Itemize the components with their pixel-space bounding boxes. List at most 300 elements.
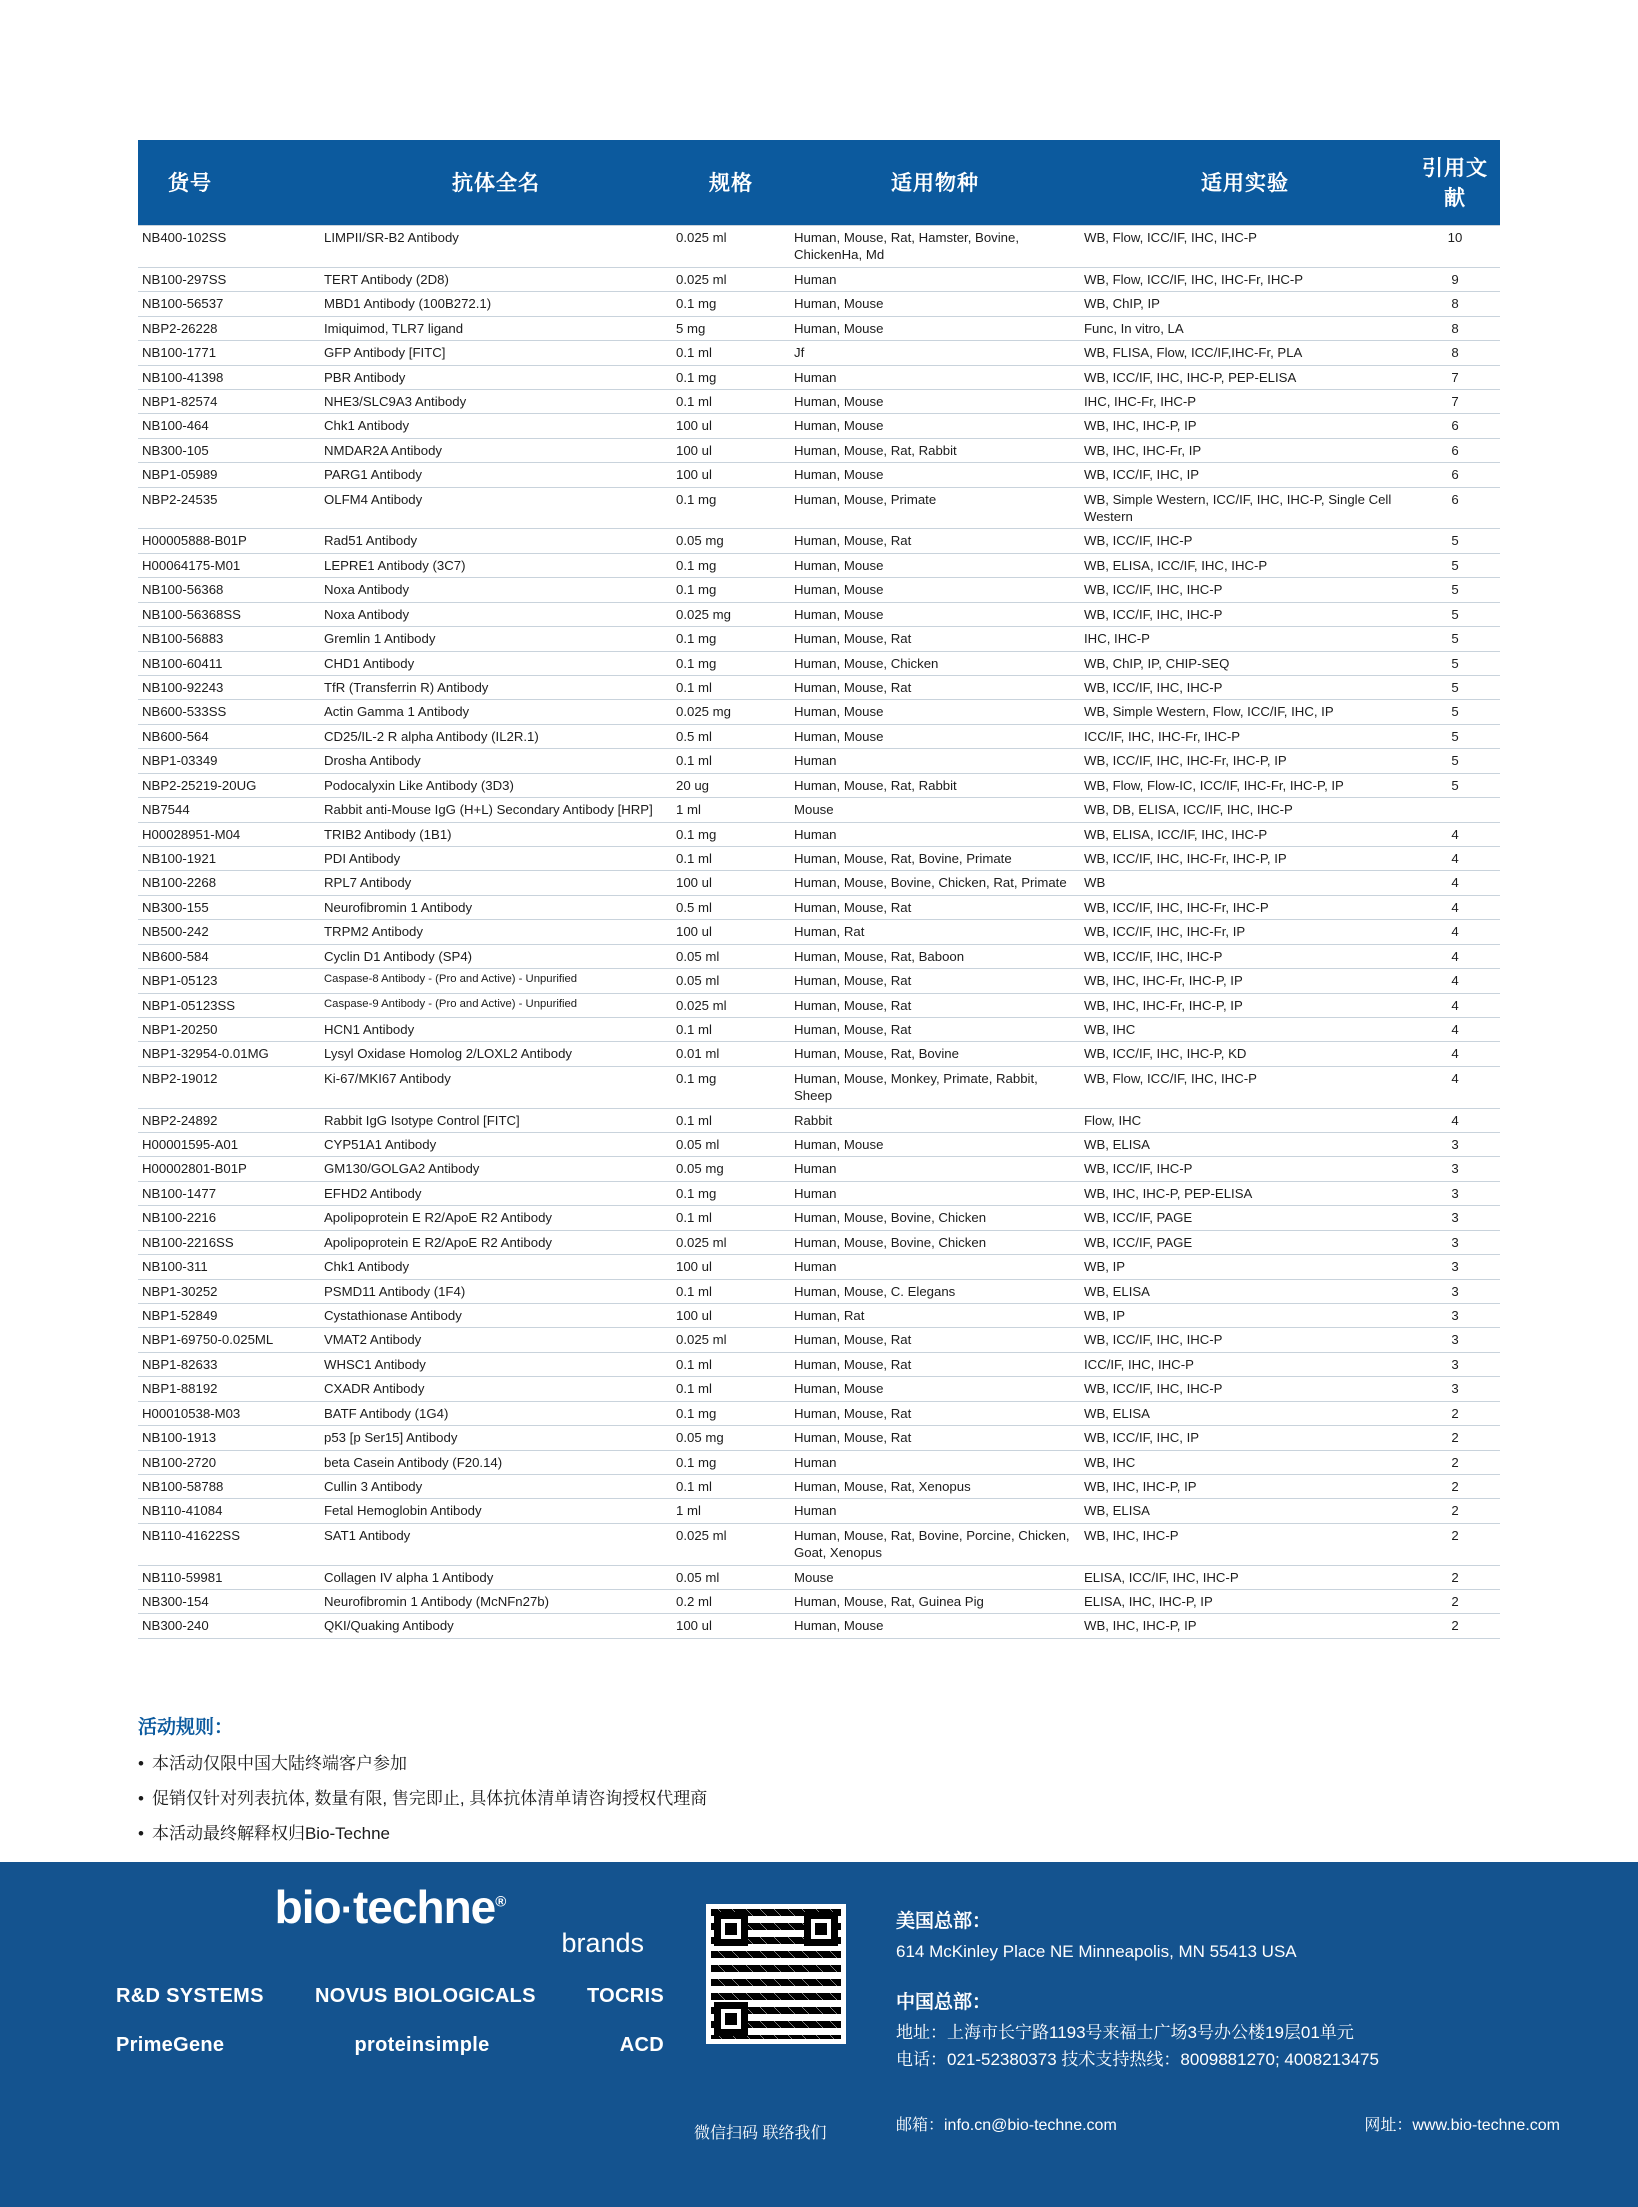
cell-size: 100 ul bbox=[672, 414, 790, 438]
bullet-icon: • bbox=[138, 1789, 144, 1809]
cell-species: Human, Mouse, Rat, Hamster, Bovine, ChickenHa, Md bbox=[790, 226, 1080, 268]
table-row bbox=[138, 389, 1500, 413]
cell-species: Human, Mouse bbox=[790, 414, 1080, 438]
table-row bbox=[138, 798, 1500, 822]
cell-antibody-name: Caspase-9 Antibody - (Pro and Active) - Unpurified bbox=[320, 993, 672, 1017]
cell-species: Human, Mouse, Rat bbox=[790, 895, 1080, 919]
cell-applications: WB, ICC/IF, IHC, IHC-Fr, IHC-P, IP bbox=[1080, 846, 1410, 870]
cell-catalog-number: NBP2-25219-20UG bbox=[138, 773, 320, 797]
cell-catalog-number: NB110-41622SS bbox=[138, 1523, 320, 1565]
table-row bbox=[138, 871, 1500, 895]
cell-applications: ELISA, IHC, IHC-P, IP bbox=[1080, 1590, 1410, 1614]
cell-antibody-name: BATF Antibody (1G4) bbox=[320, 1401, 672, 1425]
table-row bbox=[138, 1377, 1500, 1401]
table-row bbox=[138, 1614, 1500, 1638]
cell-applications: WB, ICC/IF, IHC, IP bbox=[1080, 1426, 1410, 1450]
brand-rnd-systems: R&D SYSTEMS bbox=[116, 1985, 264, 2007]
qr-corner-bl bbox=[714, 2002, 748, 2036]
table-row bbox=[138, 773, 1500, 797]
cell-species: Human, Mouse, Rat bbox=[790, 993, 1080, 1017]
cell-applications: WB, ICC/IF, IHC-P bbox=[1080, 1157, 1410, 1181]
table-header bbox=[138, 140, 1500, 226]
cell-applications: WB, ICC/IF, PAGE bbox=[1080, 1206, 1410, 1230]
cell-size: 100 ul bbox=[672, 871, 790, 895]
cell-catalog-number: NBP2-24892 bbox=[138, 1108, 320, 1132]
cell-size: 0.1 mg bbox=[672, 1066, 790, 1108]
cell-catalog-number: NBP1-82633 bbox=[138, 1352, 320, 1376]
header-antibody-name: 抗体全名 bbox=[320, 140, 672, 226]
cell-size: 0.1 mg bbox=[672, 487, 790, 529]
cell-applications: WB, IHC, IHC-Fr, IHC-P, IP bbox=[1080, 969, 1410, 993]
cell-antibody-name: Neurofibromin 1 Antibody (McNFn27b) bbox=[320, 1590, 672, 1614]
cell-catalog-number: NB100-58788 bbox=[138, 1474, 320, 1498]
cell-applications: WB, ICC/IF, IHC, IHC-P bbox=[1080, 1377, 1410, 1401]
cell-antibody-name: Gremlin 1 Antibody bbox=[320, 627, 672, 651]
cell-size: 100 ul bbox=[672, 1614, 790, 1638]
cell-catalog-number: H00064175-M01 bbox=[138, 553, 320, 577]
cell-size: 0.05 ml bbox=[672, 1565, 790, 1589]
cell-catalog-number: NB100-56368 bbox=[138, 578, 320, 602]
cell-species: Human, Mouse, Rat bbox=[790, 1401, 1080, 1425]
cell-catalog-number: NB100-1921 bbox=[138, 846, 320, 870]
cell-antibody-name: TRPM2 Antibody bbox=[320, 920, 672, 944]
cell-catalog-number: NBP1-05123SS bbox=[138, 993, 320, 1017]
cell-antibody-name: Fetal Hemoglobin Antibody bbox=[320, 1499, 672, 1523]
cell-catalog-number: NB100-2720 bbox=[138, 1450, 320, 1474]
cell-species: Human bbox=[790, 1499, 1080, 1523]
cell-species: Human, Mouse bbox=[790, 724, 1080, 748]
cell-citations: 7 bbox=[1410, 365, 1500, 389]
cell-applications: WB, ELISA bbox=[1080, 1401, 1410, 1425]
cell-size: 100 ul bbox=[672, 920, 790, 944]
cell-citations: 3 bbox=[1410, 1181, 1500, 1205]
cell-citations: 4 bbox=[1410, 993, 1500, 1017]
table-row bbox=[138, 724, 1500, 748]
cell-species: Human, Mouse, Rat bbox=[790, 1328, 1080, 1352]
table-row bbox=[138, 1206, 1500, 1230]
table-row bbox=[138, 1066, 1500, 1108]
qr-caption: 微信扫码 联络我们 bbox=[694, 2125, 827, 2142]
cell-catalog-number: NBP2-19012 bbox=[138, 1066, 320, 1108]
cell-size: 0.025 mg bbox=[672, 700, 790, 724]
table-row bbox=[138, 895, 1500, 919]
cell-applications: WB, ELISA bbox=[1080, 1499, 1410, 1523]
cell-citations: 6 bbox=[1410, 414, 1500, 438]
cell-species: Mouse bbox=[790, 1565, 1080, 1589]
table-row bbox=[138, 676, 1500, 700]
cell-applications: WB, IHC, IHC-Fr, IP bbox=[1080, 438, 1410, 462]
cell-citations: 8 bbox=[1410, 292, 1500, 316]
cell-size: 0.1 ml bbox=[672, 389, 790, 413]
table-row bbox=[138, 529, 1500, 553]
cell-citations: 5 bbox=[1410, 602, 1500, 626]
cell-catalog-number: NB100-56368SS bbox=[138, 602, 320, 626]
qr-corner-tl bbox=[714, 1912, 748, 1946]
brand-primegene: PrimeGene bbox=[116, 2034, 225, 2056]
table-row bbox=[138, 993, 1500, 1017]
cell-size: 0.1 ml bbox=[672, 1108, 790, 1132]
table-row bbox=[138, 267, 1500, 291]
cell-size: 0.1 ml bbox=[672, 1377, 790, 1401]
cell-antibody-name: Noxa Antibody bbox=[320, 578, 672, 602]
cell-species: Jf bbox=[790, 341, 1080, 365]
cn-hotline: 技术支持热线：8009881270; 4008213475 bbox=[1061, 2049, 1379, 2069]
cell-applications: WB, ICC/IF, PAGE bbox=[1080, 1230, 1410, 1254]
cell-citations: 4 bbox=[1410, 1017, 1500, 1041]
table-row bbox=[138, 700, 1500, 724]
cell-applications: WB, ICC/IF, IHC, IHC-P bbox=[1080, 578, 1410, 602]
cell-catalog-number: NB100-297SS bbox=[138, 267, 320, 291]
cell-antibody-name: CHD1 Antibody bbox=[320, 651, 672, 675]
cell-species: Human, Mouse, Rat bbox=[790, 529, 1080, 553]
table-row bbox=[138, 487, 1500, 529]
cell-catalog-number: NB100-92243 bbox=[138, 676, 320, 700]
cell-species: Human, Mouse bbox=[790, 292, 1080, 316]
cell-applications: WB, FLISA, Flow, ICC/IF,IHC-Fr, PLA bbox=[1080, 341, 1410, 365]
cell-species: Human, Mouse bbox=[790, 1614, 1080, 1638]
cell-applications: WB, IHC, IHC-Fr, IHC-P, IP bbox=[1080, 993, 1410, 1017]
cell-antibody-name: Ki-67/MKI67 Antibody bbox=[320, 1066, 672, 1108]
table-row bbox=[138, 1017, 1500, 1041]
cell-applications: WB, ICC/IF, IHC, IHC-P, KD bbox=[1080, 1042, 1410, 1066]
cell-size: 0.1 ml bbox=[672, 749, 790, 773]
cell-antibody-name: PSMD11 Antibody (1F4) bbox=[320, 1279, 672, 1303]
brand-novus-biologicals: NOVUS BIOLOGICALS bbox=[315, 1985, 536, 2007]
cell-catalog-number: NBP1-88192 bbox=[138, 1377, 320, 1401]
cell-size: 0.025 ml bbox=[672, 993, 790, 1017]
cell-species: Human, Mouse, Bovine, Chicken bbox=[790, 1206, 1080, 1230]
cell-catalog-number: NB100-1913 bbox=[138, 1426, 320, 1450]
table-row bbox=[138, 846, 1500, 870]
cell-citations: 3 bbox=[1410, 1206, 1500, 1230]
cell-antibody-name: PARG1 Antibody bbox=[320, 463, 672, 487]
cell-citations: 9 bbox=[1410, 267, 1500, 291]
activity-rules-section bbox=[138, 1712, 1438, 1858]
brand-tocris: TOCRIS bbox=[587, 1985, 664, 2007]
cell-catalog-number: NB400-102SS bbox=[138, 226, 320, 268]
table-row bbox=[138, 1108, 1500, 1132]
cell-species: Human, Mouse, Primate bbox=[790, 487, 1080, 529]
cell-size: 0.05 mg bbox=[672, 529, 790, 553]
cell-applications: WB, Flow, ICC/IF, IHC, IHC-Fr, IHC-P bbox=[1080, 267, 1410, 291]
cell-applications: WB, ICC/IF, IHC, IHC-P, PEP-ELISA bbox=[1080, 365, 1410, 389]
cell-applications: WB, ELISA bbox=[1080, 1133, 1410, 1157]
cell-applications: WB, ICC/IF, IHC, IHC-Fr, IHC-P bbox=[1080, 895, 1410, 919]
cell-citations: 5 bbox=[1410, 651, 1500, 675]
cell-citations: 10 bbox=[1410, 226, 1500, 268]
cell-citations: 3 bbox=[1410, 1328, 1500, 1352]
table-row bbox=[138, 1303, 1500, 1327]
cell-catalog-number: NB100-1771 bbox=[138, 341, 320, 365]
product-table-container bbox=[138, 140, 1500, 1639]
qr-corner-tr bbox=[804, 1912, 838, 1946]
table-header-row bbox=[138, 140, 1500, 226]
cell-species: Human, Mouse, Rat, Baboon bbox=[790, 944, 1080, 968]
cell-citations: 2 bbox=[1410, 1565, 1500, 1589]
cell-species: Human, Mouse bbox=[790, 700, 1080, 724]
table-row bbox=[138, 627, 1500, 651]
table-row bbox=[138, 651, 1500, 675]
cell-antibody-name: VMAT2 Antibody bbox=[320, 1328, 672, 1352]
cell-species: Human, Mouse bbox=[790, 602, 1080, 626]
cell-citations: 3 bbox=[1410, 1157, 1500, 1181]
cell-antibody-name: Chk1 Antibody bbox=[320, 1255, 672, 1279]
cell-species: Human bbox=[790, 267, 1080, 291]
cell-citations: 5 bbox=[1410, 749, 1500, 773]
cell-citations: 4 bbox=[1410, 822, 1500, 846]
cell-size: 0.1 ml bbox=[672, 1206, 790, 1230]
cell-size: 0.1 mg bbox=[672, 365, 790, 389]
cell-antibody-name: Caspase-8 Antibody - (Pro and Active) - Unpurified bbox=[320, 969, 672, 993]
cell-antibody-name: Actin Gamma 1 Antibody bbox=[320, 700, 672, 724]
cell-antibody-name: HCN1 Antibody bbox=[320, 1017, 672, 1041]
cell-antibody-name: GM130/GOLGA2 Antibody bbox=[320, 1157, 672, 1181]
cell-applications: IHC, IHC-P bbox=[1080, 627, 1410, 651]
table-row bbox=[138, 1230, 1500, 1254]
cell-species: Human, Mouse, Rat bbox=[790, 676, 1080, 700]
cell-antibody-name: p53 [p Ser15] Antibody bbox=[320, 1426, 672, 1450]
cell-catalog-number: NBP1-05123 bbox=[138, 969, 320, 993]
brand-row-2 bbox=[110, 2034, 670, 2057]
table-row bbox=[138, 1352, 1500, 1376]
cell-species: Human, Mouse, Rat bbox=[790, 969, 1080, 993]
cell-antibody-name: beta Casein Antibody (F20.14) bbox=[320, 1450, 672, 1474]
cell-antibody-name: Apolipoprotein E R2/ApoE R2 Antibody bbox=[320, 1206, 672, 1230]
cell-applications: WB, IHC, IHC-P, IP bbox=[1080, 1614, 1410, 1638]
header-species: 适用物种 bbox=[790, 140, 1080, 226]
cell-applications: WB, IHC bbox=[1080, 1017, 1410, 1041]
table-row bbox=[138, 602, 1500, 626]
cell-citations: 4 bbox=[1410, 944, 1500, 968]
cell-citations: 4 bbox=[1410, 846, 1500, 870]
table-row bbox=[138, 1401, 1500, 1425]
cell-applications: WB, IHC bbox=[1080, 1450, 1410, 1474]
cell-applications: WB, ICC/IF, IHC, IHC-P bbox=[1080, 602, 1410, 626]
cell-citations: 2 bbox=[1410, 1426, 1500, 1450]
cell-catalog-number: H00010538-M03 bbox=[138, 1401, 320, 1425]
table-row bbox=[138, 1523, 1500, 1565]
cell-citations: 5 bbox=[1410, 529, 1500, 553]
brand-block bbox=[110, 1880, 670, 2057]
cell-catalog-number: NB7544 bbox=[138, 798, 320, 822]
table-row bbox=[138, 749, 1500, 773]
cell-applications: WB, ICC/IF, IHC-P bbox=[1080, 529, 1410, 553]
cell-catalog-number: H00001595-A01 bbox=[138, 1133, 320, 1157]
cell-size: 0.2 ml bbox=[672, 1590, 790, 1614]
brand-proteinsimple: proteinsimple bbox=[354, 2034, 490, 2056]
cell-species: Human, Mouse, Rat, Bovine, Porcine, Chicken, Goat, Xenopus bbox=[790, 1523, 1080, 1565]
cell-species: Human, Mouse bbox=[790, 578, 1080, 602]
cell-citations: 4 bbox=[1410, 1108, 1500, 1132]
cell-catalog-number: NB100-41398 bbox=[138, 365, 320, 389]
cell-applications: WB, ELISA, ICC/IF, IHC, IHC-P bbox=[1080, 553, 1410, 577]
cell-applications: WB, IHC, IHC-P, PEP-ELISA bbox=[1080, 1181, 1410, 1205]
page-footer bbox=[0, 1862, 1638, 2207]
table-row bbox=[138, 1255, 1500, 1279]
cell-catalog-number: NBP1-69750-0.025ML bbox=[138, 1328, 320, 1352]
cell-antibody-name: TERT Antibody (2D8) bbox=[320, 267, 672, 291]
table-row bbox=[138, 1426, 1500, 1450]
cell-catalog-number: NB110-41084 bbox=[138, 1499, 320, 1523]
header-citations: 引用文献 bbox=[1410, 140, 1500, 226]
cell-antibody-name: PDI Antibody bbox=[320, 846, 672, 870]
cell-applications: Flow, IHC bbox=[1080, 1108, 1410, 1132]
table-row bbox=[138, 365, 1500, 389]
cell-applications: WB, IHC, IHC-P bbox=[1080, 1523, 1410, 1565]
cell-size: 0.1 ml bbox=[672, 1352, 790, 1376]
cell-citations: 6 bbox=[1410, 487, 1500, 529]
cell-citations: 3 bbox=[1410, 1230, 1500, 1254]
brands-word: brands bbox=[561, 1928, 644, 1958]
footer-website[interactable]: 网址：www.bio-techne.com bbox=[1364, 2117, 1560, 2134]
cell-species: Human bbox=[790, 1450, 1080, 1474]
cell-catalog-number: NBP1-32954-0.01MG bbox=[138, 1042, 320, 1066]
table-row bbox=[138, 438, 1500, 462]
cell-antibody-name: CD25/IL-2 R alpha Antibody (IL2R.1) bbox=[320, 724, 672, 748]
cell-catalog-number: NB100-2216SS bbox=[138, 1230, 320, 1254]
bio-techne-logo bbox=[110, 1880, 670, 1934]
bullet-icon: • bbox=[138, 1824, 144, 1844]
wechat-qr-code bbox=[706, 1904, 846, 2044]
table-row bbox=[138, 1590, 1500, 1614]
table-body bbox=[138, 226, 1500, 1639]
cell-size: 0.1 ml bbox=[672, 341, 790, 365]
rule-text: 本活动仅限中国大陆终端客户参加 bbox=[151, 1754, 407, 1773]
cell-size: 0.01 ml bbox=[672, 1042, 790, 1066]
cell-antibody-name: Lysyl Oxidase Homolog 2/LOXL2 Antibody bbox=[320, 1042, 672, 1066]
cell-citations: 3 bbox=[1410, 1303, 1500, 1327]
cell-citations: 5 bbox=[1410, 724, 1500, 748]
cell-applications: WB, ICC/IF, IHC, IHC-P bbox=[1080, 944, 1410, 968]
cell-citations: 5 bbox=[1410, 700, 1500, 724]
cell-applications: WB, Flow, ICC/IF, IHC, IHC-P bbox=[1080, 1066, 1410, 1108]
logo-techne: techne bbox=[352, 1881, 496, 1933]
cell-species: Human, Mouse, Rat bbox=[790, 627, 1080, 651]
cell-applications: WB, IP bbox=[1080, 1303, 1410, 1327]
table-row bbox=[138, 553, 1500, 577]
cell-size: 0.025 ml bbox=[672, 267, 790, 291]
cell-catalog-number: NB300-155 bbox=[138, 895, 320, 919]
cell-species: Human, Mouse, Monkey, Primate, Rabbit, Sheep bbox=[790, 1066, 1080, 1108]
cell-catalog-number: NB600-564 bbox=[138, 724, 320, 748]
cell-size: 0.025 mg bbox=[672, 602, 790, 626]
cell-antibody-name: Noxa Antibody bbox=[320, 602, 672, 626]
cell-catalog-number: NBP2-26228 bbox=[138, 316, 320, 340]
cell-antibody-name: Collagen IV alpha 1 Antibody bbox=[320, 1565, 672, 1589]
cell-size: 0.025 ml bbox=[672, 1328, 790, 1352]
cell-citations: 4 bbox=[1410, 1042, 1500, 1066]
table-row bbox=[138, 341, 1500, 365]
cell-applications: WB, ICC/IF, IHC, IP bbox=[1080, 463, 1410, 487]
qr-pattern bbox=[711, 1909, 841, 2039]
cell-applications: WB, ICC/IF, IHC, IHC-P bbox=[1080, 1328, 1410, 1352]
cell-species: Human bbox=[790, 1157, 1080, 1181]
cell-antibody-name: EFHD2 Antibody bbox=[320, 1181, 672, 1205]
cell-citations: 2 bbox=[1410, 1590, 1500, 1614]
cell-size: 20 ug bbox=[672, 773, 790, 797]
cell-size: 0.05 ml bbox=[672, 1133, 790, 1157]
cell-catalog-number: NB300-240 bbox=[138, 1614, 320, 1638]
cell-catalog-number: NBP1-30252 bbox=[138, 1279, 320, 1303]
cell-antibody-name: CXADR Antibody bbox=[320, 1377, 672, 1401]
cell-antibody-name: WHSC1 Antibody bbox=[320, 1352, 672, 1376]
cell-applications: WB, Simple Western, ICC/IF, IHC, IHC-P, Single Cell Western bbox=[1080, 487, 1410, 529]
cell-applications: WB, Simple Western, Flow, ICC/IF, IHC, IP bbox=[1080, 700, 1410, 724]
cell-species: Human, Mouse, Rat, Rabbit bbox=[790, 438, 1080, 462]
table-row bbox=[138, 1474, 1500, 1498]
cell-catalog-number: H00028951-M04 bbox=[138, 822, 320, 846]
cell-antibody-name: NMDAR2A Antibody bbox=[320, 438, 672, 462]
cell-catalog-number: NB100-2216 bbox=[138, 1206, 320, 1230]
cell-citations: 8 bbox=[1410, 316, 1500, 340]
cell-citations: 5 bbox=[1410, 578, 1500, 602]
cell-antibody-name: Cyclin D1 Antibody (SP4) bbox=[320, 944, 672, 968]
table-row bbox=[138, 1450, 1500, 1474]
rule-item bbox=[138, 1788, 1438, 1810]
logo-dot: · bbox=[340, 1888, 353, 1932]
cell-size: 0.025 ml bbox=[672, 226, 790, 268]
cell-antibody-name: QKI/Quaking Antibody bbox=[320, 1614, 672, 1638]
cell-antibody-name: LEPRE1 Antibody (3C7) bbox=[320, 553, 672, 577]
cell-applications: Func, In vitro, LA bbox=[1080, 316, 1410, 340]
footer-email[interactable]: 邮箱：info.cn@bio-techne.com bbox=[896, 2117, 1117, 2134]
rule-item bbox=[138, 1753, 1438, 1775]
table-row bbox=[138, 1279, 1500, 1303]
cn-contact-line bbox=[896, 2047, 1379, 2073]
cell-antibody-name: Rabbit anti-Mouse IgG (H+L) Secondary Antibody [HRP] bbox=[320, 798, 672, 822]
cell-antibody-name: MBD1 Antibody (100B272.1) bbox=[320, 292, 672, 316]
cell-species: Human, Mouse, Rat, Bovine, Primate bbox=[790, 846, 1080, 870]
cell-citations: 5 bbox=[1410, 676, 1500, 700]
cell-citations: 4 bbox=[1410, 871, 1500, 895]
cell-antibody-name: GFP Antibody [FITC] bbox=[320, 341, 672, 365]
table-row bbox=[138, 1133, 1500, 1157]
cell-species: Human bbox=[790, 822, 1080, 846]
cell-size: 0.1 ml bbox=[672, 1017, 790, 1041]
cell-citations: 6 bbox=[1410, 463, 1500, 487]
brand-acd: ACD bbox=[619, 2034, 664, 2056]
table-row bbox=[138, 1181, 1500, 1205]
cell-size: 0.1 mg bbox=[672, 651, 790, 675]
cell-citations: 7 bbox=[1410, 389, 1500, 413]
cell-antibody-name: LIMPII/SR-B2 Antibody bbox=[320, 226, 672, 268]
cell-antibody-name: OLFM4 Antibody bbox=[320, 487, 672, 529]
cell-citations: 8 bbox=[1410, 341, 1500, 365]
cell-citations: 2 bbox=[1410, 1523, 1500, 1565]
cell-antibody-name: Rad51 Antibody bbox=[320, 529, 672, 553]
cell-catalog-number: NB300-154 bbox=[138, 1590, 320, 1614]
cell-citations: 4 bbox=[1410, 969, 1500, 993]
cell-catalog-number: NBP1-03349 bbox=[138, 749, 320, 773]
table-row bbox=[138, 944, 1500, 968]
cell-citations: 2 bbox=[1410, 1401, 1500, 1425]
cell-catalog-number: NBP1-82574 bbox=[138, 389, 320, 413]
cell-applications: WB, ELISA, ICC/IF, IHC, IHC-P bbox=[1080, 822, 1410, 846]
cell-antibody-name: RPL7 Antibody bbox=[320, 871, 672, 895]
table-row bbox=[138, 316, 1500, 340]
cell-citations bbox=[1410, 798, 1500, 822]
cell-species: Human, Mouse, Rat bbox=[790, 1017, 1080, 1041]
cell-size: 0.1 mg bbox=[672, 1450, 790, 1474]
cell-species: Human, Mouse, Rat bbox=[790, 1426, 1080, 1450]
cell-antibody-name: Podocalyxin Like Antibody (3D3) bbox=[320, 773, 672, 797]
cell-species: Human, Mouse, Rat, Guinea Pig bbox=[790, 1590, 1080, 1614]
cell-species: Human bbox=[790, 1255, 1080, 1279]
rule-text: 本活动最终解释权归Bio-Techne bbox=[151, 1824, 391, 1844]
cell-size: 0.5 ml bbox=[672, 724, 790, 748]
cell-catalog-number: NB100-60411 bbox=[138, 651, 320, 675]
cell-size: 0.025 ml bbox=[672, 1523, 790, 1565]
